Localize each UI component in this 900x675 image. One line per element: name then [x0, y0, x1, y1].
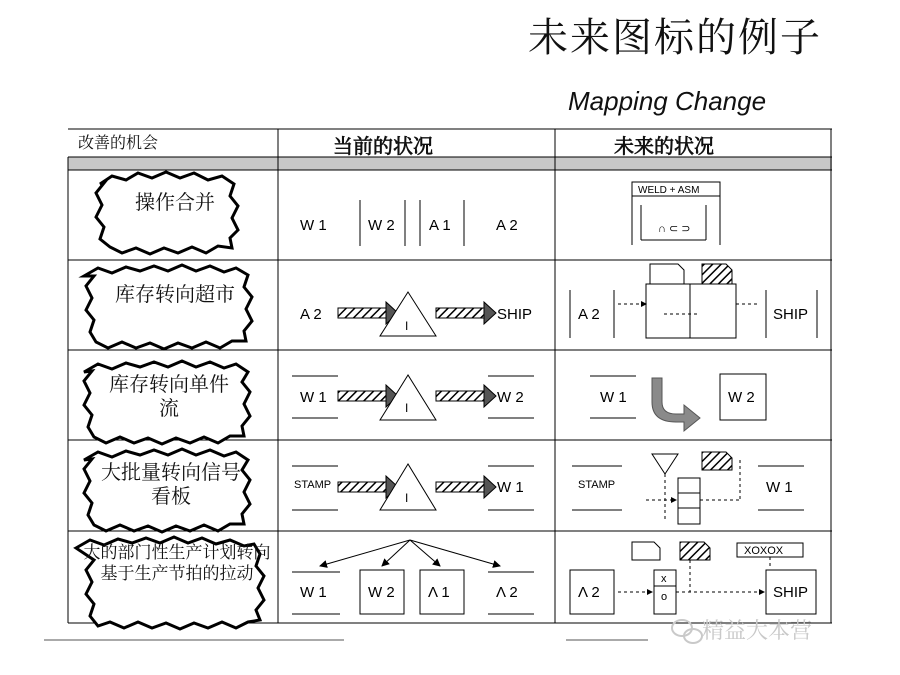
- push-arrowhead: [484, 385, 496, 407]
- watermark: 精益大本营: [702, 619, 813, 644]
- process-label: Λ 2: [496, 584, 518, 601]
- process-label: W 1: [300, 584, 327, 601]
- process-label: W 1: [497, 479, 524, 496]
- row2-future: [570, 264, 817, 338]
- process-label: W 2: [368, 584, 395, 601]
- process-label: SHIP: [497, 306, 533, 323]
- process-label: Λ 2: [578, 584, 600, 601]
- cloud-shape: [84, 265, 252, 349]
- inventory-label: I: [405, 401, 409, 415]
- inventory-label: I: [405, 491, 409, 505]
- pull-arrow-icon: [652, 378, 700, 431]
- x-label: x: [661, 573, 667, 585]
- process-label: Λ 1: [428, 584, 450, 601]
- weld-asm-label: WELD + ASM: [638, 185, 700, 196]
- signal-kanban-icon: [652, 454, 678, 474]
- kanban-icon: [702, 264, 732, 284]
- row5-future: [570, 542, 816, 614]
- process-label: SHIP: [773, 306, 809, 323]
- row3-future: [590, 374, 766, 431]
- process-label: SHIP: [773, 584, 809, 601]
- push-arrow: [338, 391, 386, 401]
- row4-current: [292, 464, 534, 510]
- supermarket: [646, 284, 736, 338]
- push-arrow: [338, 308, 386, 318]
- kanban-icon: [702, 452, 732, 470]
- process-label: W 2: [497, 389, 524, 406]
- process-label: A 2: [300, 306, 322, 323]
- process-label: W 2: [728, 389, 755, 406]
- push-arrow: [436, 308, 484, 318]
- process-label: W 1: [300, 389, 327, 406]
- opportunity-text: 库存转向单件流: [109, 372, 229, 420]
- col-header-future: 未来的状况: [614, 134, 714, 158]
- push-arrowhead: [484, 476, 496, 498]
- process-label: A 2: [496, 217, 518, 234]
- process-label: STAMP: [578, 479, 616, 491]
- xoxox-label: XOXOX: [744, 545, 784, 557]
- col-header-current: 当前的状况: [333, 134, 433, 158]
- process-label: A 2: [578, 306, 600, 323]
- subtitle: Mapping Change: [568, 86, 767, 116]
- opportunity-text: 操作合并: [135, 190, 215, 214]
- process-label: W 1: [300, 217, 327, 234]
- process-label: W 1: [600, 389, 627, 406]
- row1-future-weld-cell: [632, 182, 720, 245]
- push-arrow: [338, 482, 386, 492]
- push-arrow: [436, 482, 484, 492]
- page-title: 未来图标的例子: [528, 15, 822, 61]
- row4-future: [572, 452, 804, 524]
- row5-current: [292, 540, 534, 614]
- kanban-icon: [650, 264, 684, 284]
- supermarket: [678, 478, 700, 524]
- inventory-label: I: [405, 319, 409, 333]
- opportunity-text: 大批量转向信号看板: [101, 460, 241, 508]
- opportunity-text: 大的部门性生产计划转向基于生产节拍的拉动: [83, 543, 271, 585]
- kanban-icon: [632, 542, 660, 560]
- push-arrowhead: [484, 302, 496, 324]
- process-label: STAMP: [294, 479, 332, 491]
- push-arrow: [436, 391, 484, 401]
- kanban-icon: [680, 542, 710, 560]
- o-label: o: [661, 591, 668, 603]
- process-label: A 1: [429, 217, 451, 234]
- col-header-opportunity: 改善的机会: [78, 133, 159, 152]
- operator-symbol: ∩ ⊂ ⊃: [658, 223, 691, 235]
- opportunity-text: 库存转向超市: [115, 282, 235, 306]
- row3-current: [292, 375, 534, 420]
- row2-current: [300, 292, 532, 336]
- row1-current: [300, 200, 518, 246]
- process-label: W 2: [368, 217, 395, 234]
- process-label: W 1: [766, 479, 793, 496]
- header-band: [68, 157, 832, 170]
